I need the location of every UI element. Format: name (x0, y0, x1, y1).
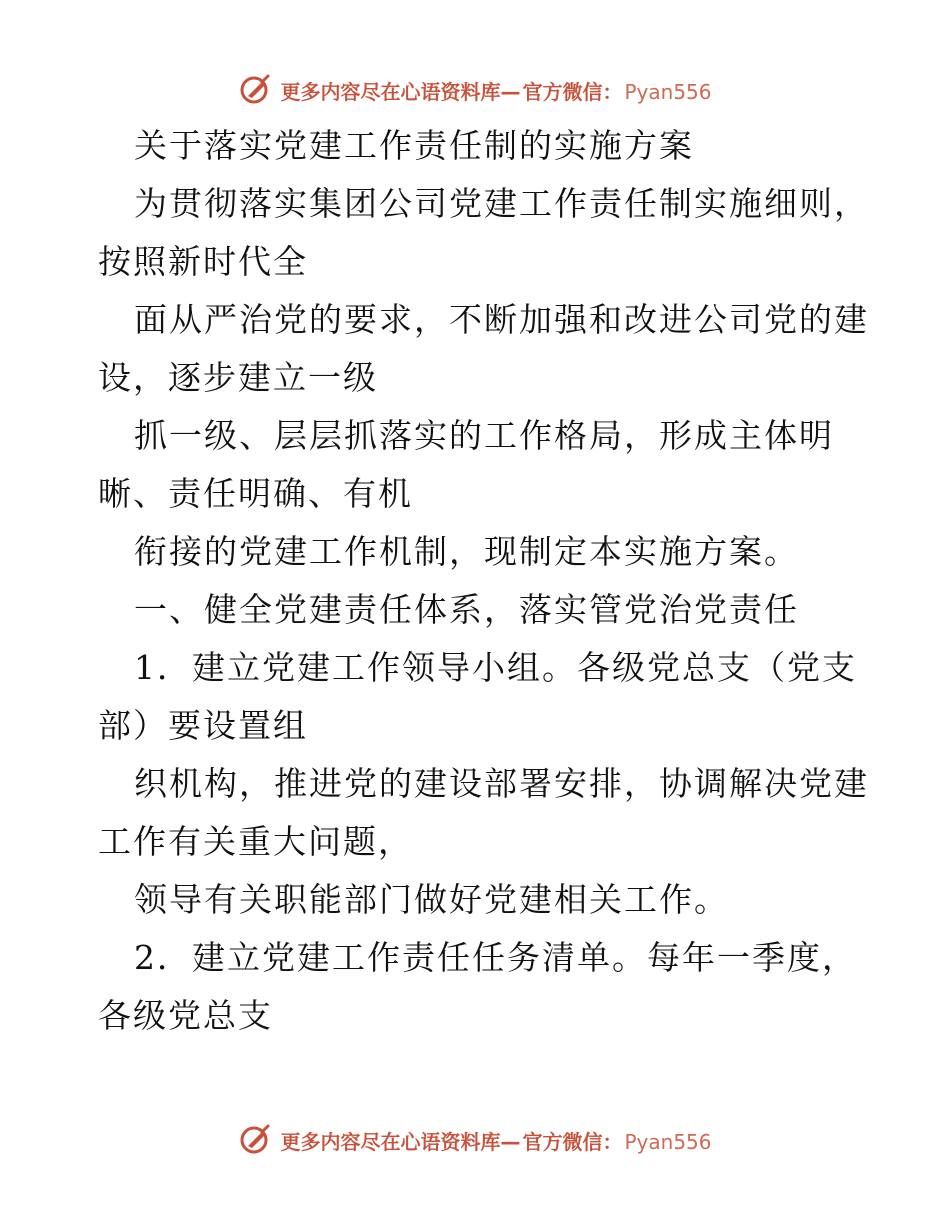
paragraph-line: 一、健全党建责任体系，落实管党治党责任 (134, 590, 799, 629)
paragraph-line: 领导有关职能部门做好党建相关工作。 (134, 880, 729, 919)
paragraph-line: 晰、责任明确、有机 (98, 474, 413, 513)
paragraph-line: 1．建立党建工作领导小组。各级党总支（党支 (134, 648, 857, 687)
paragraph-line: 工作有关重大问题， (98, 822, 413, 861)
paragraph-line: 设，逐步建立一级 (98, 358, 378, 397)
pen-logo-icon (238, 1122, 274, 1158)
banner-text (280, 76, 711, 105)
paragraph-line: 衔接的党建工作机制，现制定本实施方案。 (134, 532, 799, 571)
paragraph-line: 织机构，推进党的建设部署安排，协调解决党建 (134, 764, 869, 803)
banner-wechat-id: Pyan556 (624, 79, 712, 104)
paragraph-line: 2．建立党建工作责任任务清单。每年一季度， (134, 938, 857, 977)
pen-logo-icon (238, 72, 274, 108)
paragraph-line: 各级党总支 (98, 996, 273, 1035)
footer-banner (0, 1120, 950, 1160)
document-body (98, 117, 878, 1045)
paragraph-line: 部）要设置组 (98, 706, 308, 745)
paragraph-line: 为贯彻落实集团公司党建工作责任制实施细则， (134, 184, 869, 223)
paragraph-line: 面从严治党的要求，不断加强和改进公司党的建 (134, 300, 869, 339)
header-banner (0, 70, 950, 110)
paragraph-line: 按照新时代全 (98, 242, 308, 281)
banner-main-text: 更多内容尽在心语资料库— (280, 79, 521, 104)
banner-wechat-label: 官方微信： (522, 79, 623, 104)
paragraph-line: 关于落实党建工作责任制的实施方案 (134, 126, 694, 165)
paragraph-line: 抓一级、层层抓落实的工作格局，形成主体明 (134, 416, 834, 455)
banner-wechat-label: 官方微信： (522, 1129, 623, 1154)
banner-wechat-id: Pyan556 (624, 1129, 712, 1154)
banner-text (280, 1126, 711, 1155)
banner-main-text: 更多内容尽在心语资料库— (280, 1129, 521, 1154)
